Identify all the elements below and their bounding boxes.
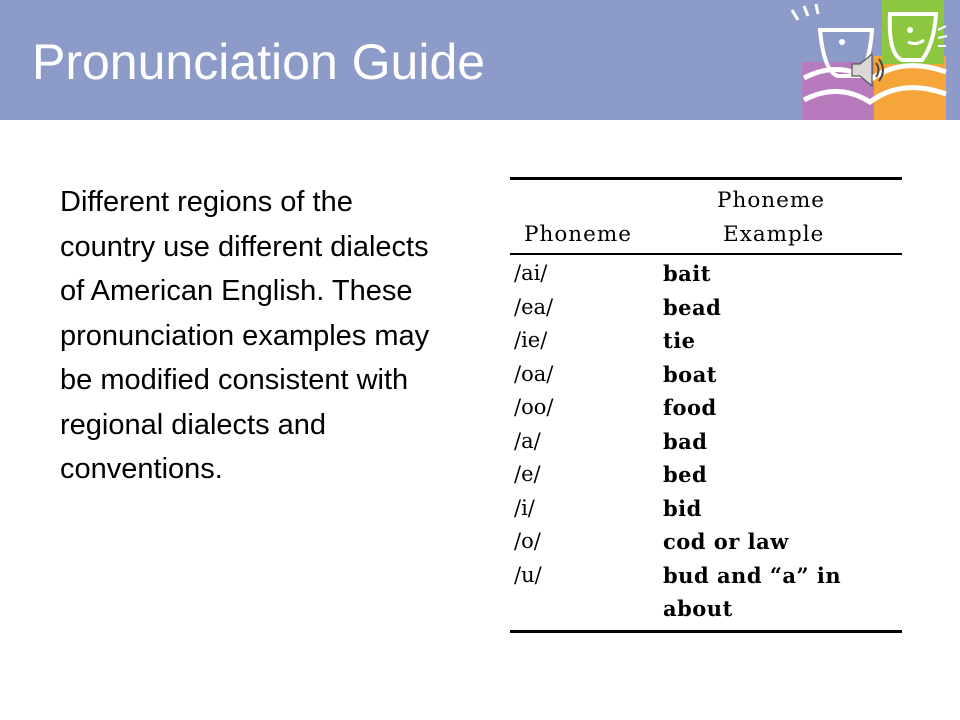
example-cell: bait xyxy=(663,261,711,286)
table-row xyxy=(510,257,902,291)
title-bar xyxy=(0,0,960,120)
header-phoneme-example-line1: Phoneme xyxy=(717,188,825,213)
table-header xyxy=(510,180,902,252)
phoneme-cell: /e/ xyxy=(514,462,541,486)
phoneme-table xyxy=(510,177,902,633)
phoneme-cell: /o/ xyxy=(514,529,541,553)
example-cell: tie xyxy=(663,328,696,353)
phoneme-cell: /a/ xyxy=(514,428,541,453)
phoneme-cell: /oo/ xyxy=(514,395,554,419)
slide-title: Pronunciation Guide xyxy=(32,34,486,90)
phoneme-cell: /oa/ xyxy=(514,361,554,386)
table-row xyxy=(510,425,902,459)
intro-paragraph: Different regions of the country use different dialects of American English. These pronunciation examples may be modified consistent with regional dialects and conventions. xyxy=(60,186,430,485)
example-cell: cod or law xyxy=(663,529,789,554)
speaker-icon[interactable] xyxy=(848,50,888,90)
table-bottom-rule xyxy=(510,630,902,633)
table-row xyxy=(510,358,902,392)
table-row xyxy=(510,324,902,358)
example-cell: bad xyxy=(663,428,708,454)
phoneme-cell: /ea/ xyxy=(514,294,554,319)
example-cell: bud and “a” in about xyxy=(663,562,842,621)
table-body xyxy=(510,255,902,626)
header-phoneme: Phoneme xyxy=(524,222,632,247)
table-row xyxy=(510,492,902,526)
example-cell: food xyxy=(663,395,717,420)
phoneme-cell: /i/ xyxy=(514,495,535,520)
example-cell: bid xyxy=(663,495,702,521)
example-cell: bed xyxy=(663,462,708,487)
phoneme-cell: /ai/ xyxy=(514,261,548,285)
table-row xyxy=(510,559,902,626)
header-phoneme-example-line2: Example xyxy=(723,222,825,247)
example-cell: boat xyxy=(663,361,717,387)
table-row xyxy=(510,291,902,325)
table-row xyxy=(510,525,902,559)
phoneme-cell: /u/ xyxy=(514,562,542,587)
table-row xyxy=(510,458,902,492)
table-row xyxy=(510,391,902,425)
phoneme-cell: /ie/ xyxy=(514,328,548,352)
example-cell: bead xyxy=(663,294,722,320)
